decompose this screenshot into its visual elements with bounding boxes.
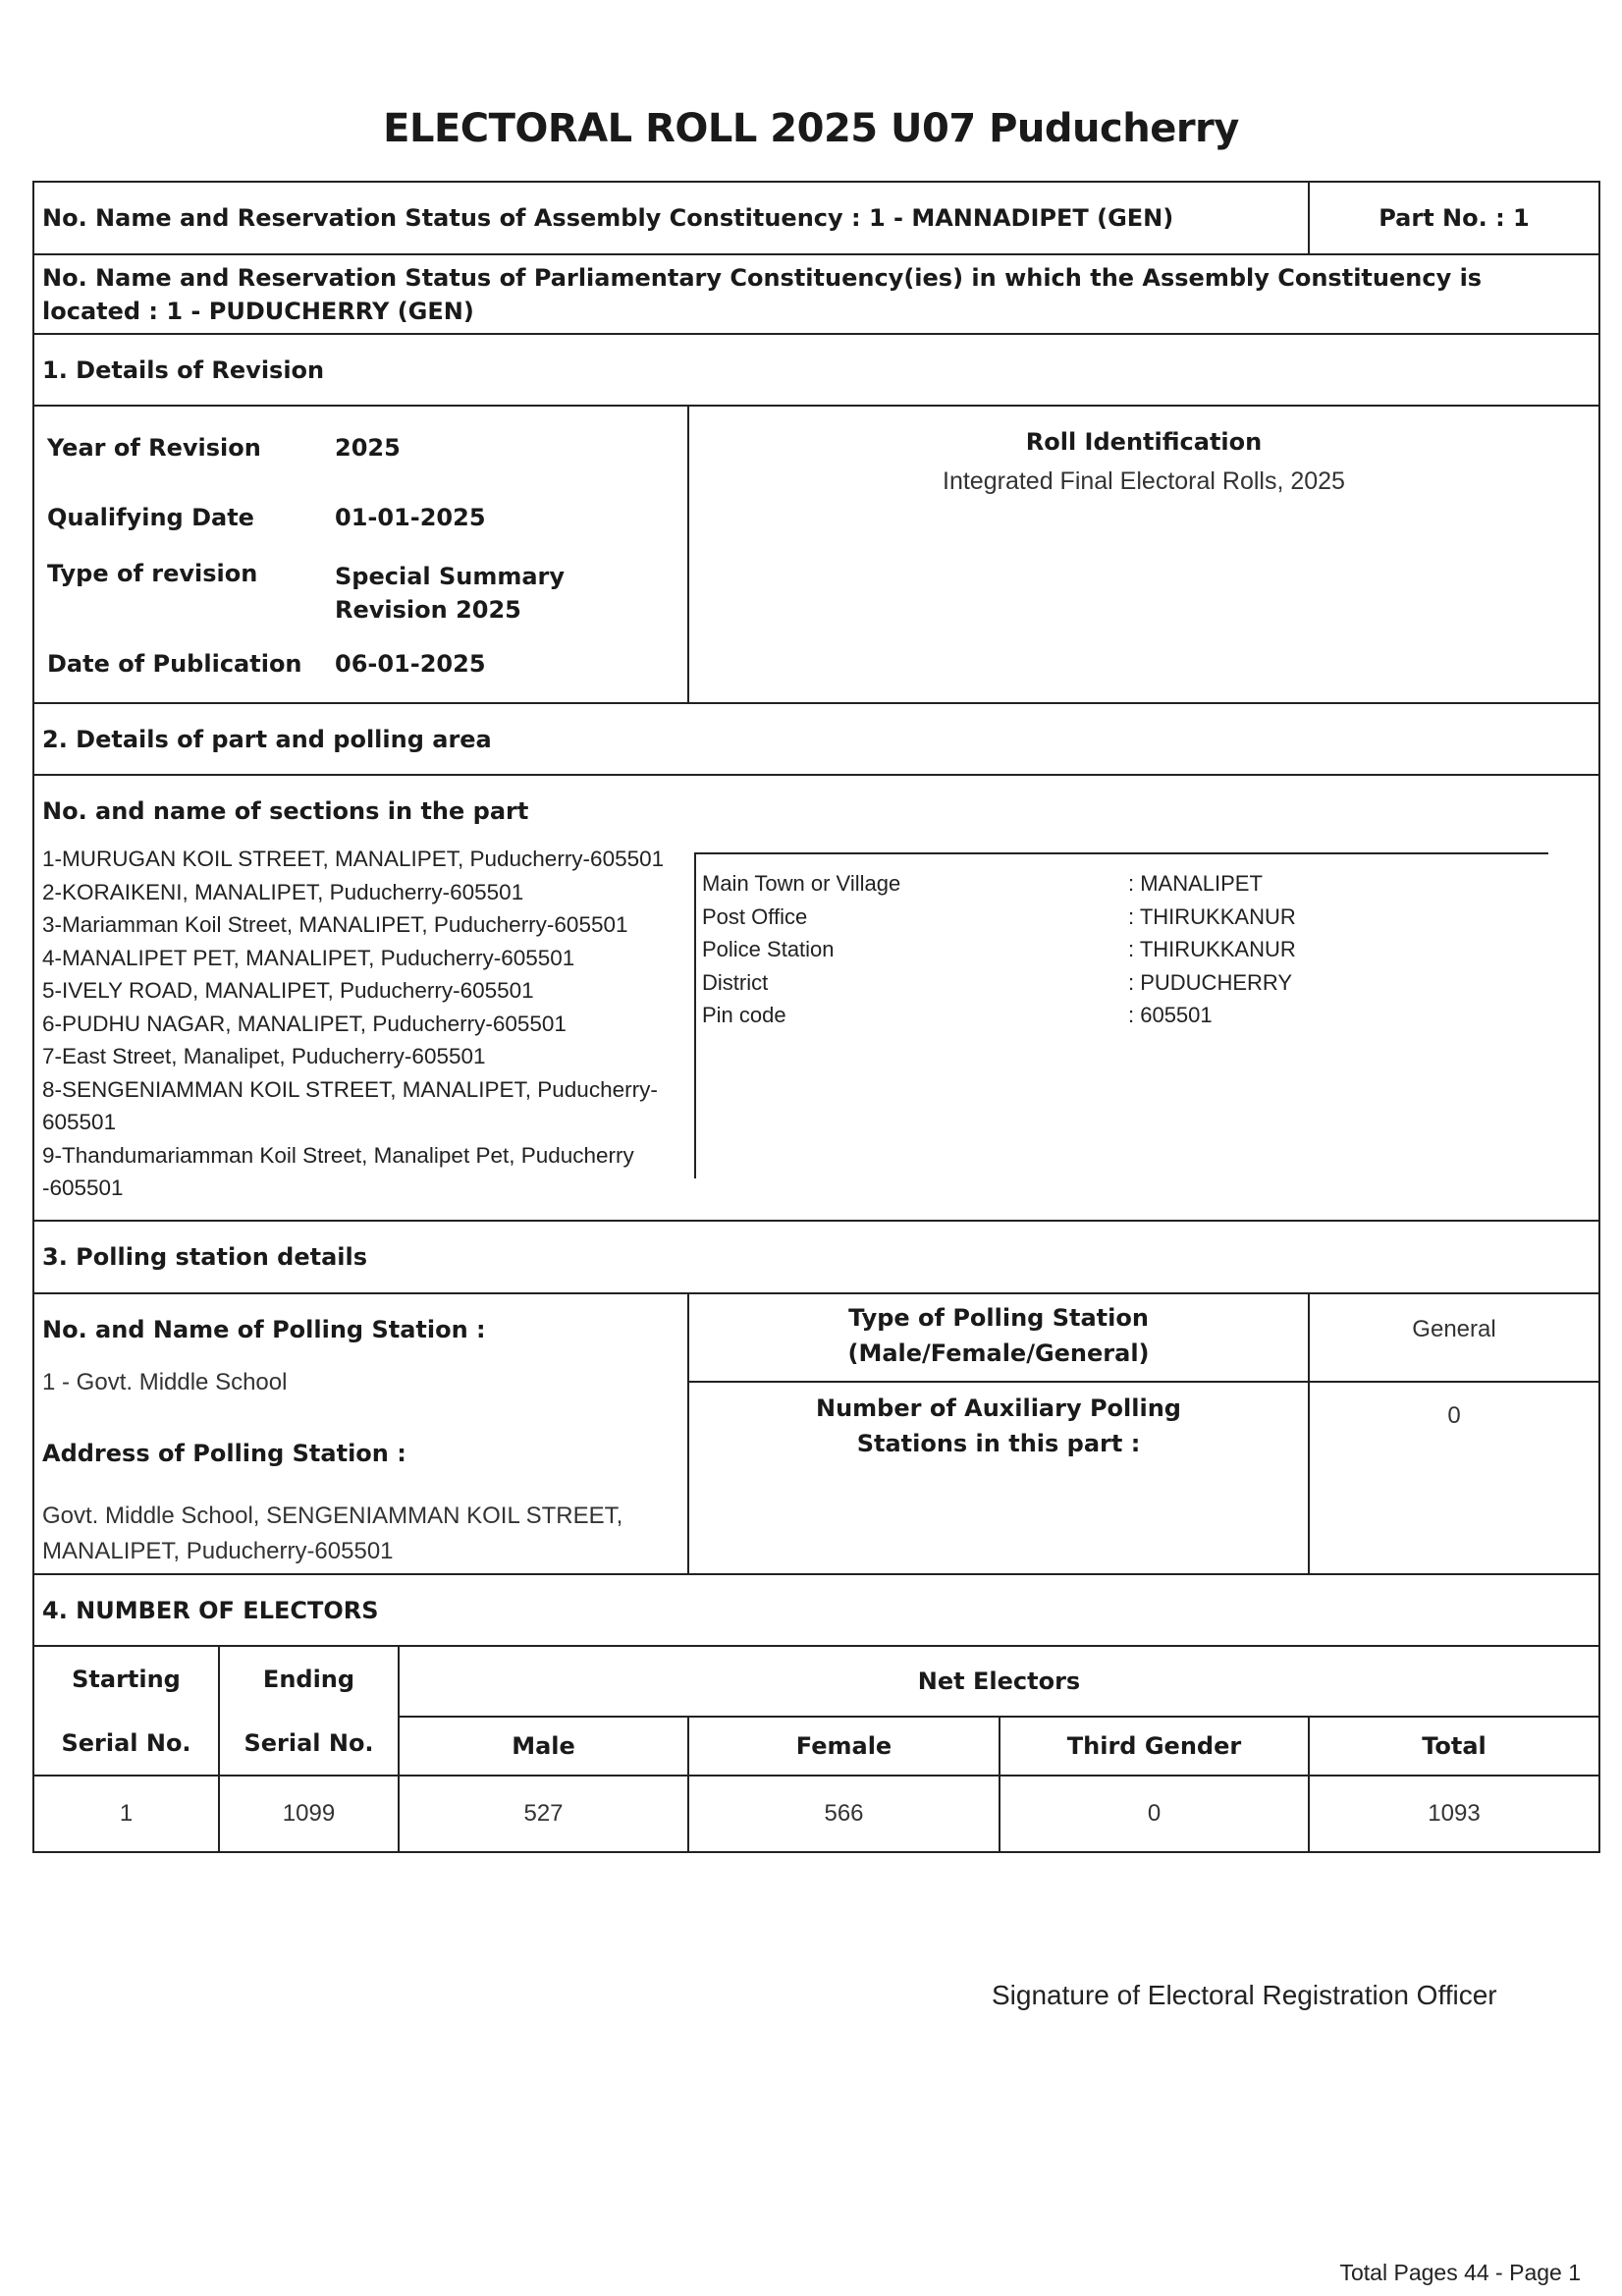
revision-details-row bbox=[34, 407, 1598, 704]
electors-table bbox=[34, 1647, 1598, 1851]
revision-heading: 1. Details of Revision bbox=[42, 356, 325, 384]
post-office-value: : THIRUKKANUR bbox=[1128, 904, 1296, 929]
polling-station-name-value: 1 - Govt. Middle School bbox=[42, 1369, 288, 1395]
polling-station-type-value-cell bbox=[1308, 1294, 1598, 1383]
ending-serial-header-line-2: Serial No. bbox=[243, 1728, 374, 1757]
polling-station-name-cell bbox=[34, 1294, 687, 1573]
date-of-publication-label: Date of Publication bbox=[47, 650, 302, 678]
polling-station-type-label-1: Type of Polling Station bbox=[848, 1304, 1149, 1332]
year-of-revision-value: 2025 bbox=[335, 434, 401, 462]
section-item: 3-Mariamman Koil Street, MANALIPET, Puducherry-605501 bbox=[42, 912, 628, 937]
roll-identification bbox=[687, 407, 1598, 702]
parliamentary-constituency-row bbox=[34, 255, 1598, 335]
signature-label: Signature of Electoral Registration Officer bbox=[992, 1980, 1497, 2010]
auxiliary-label-1: Number of Auxiliary Polling bbox=[816, 1394, 1181, 1422]
roll-identification-value: Integrated Final Electoral Rolls, 2025 bbox=[943, 467, 1345, 495]
type-of-revision-label: Type of revision bbox=[47, 560, 258, 587]
page-number: Total Pages 44 - Page 1 bbox=[1339, 2260, 1581, 2285]
male-value: 527 bbox=[398, 1777, 687, 1851]
district-label: District bbox=[702, 970, 769, 995]
post-office-label: Post Office bbox=[702, 904, 808, 929]
section-item: 2-KORAIKENI, MANALIPET, Puducherry-605501 bbox=[42, 879, 524, 904]
polling-area-info-box bbox=[694, 852, 1548, 1178]
revision-fields bbox=[34, 407, 687, 702]
date-of-publication-value: 06-01-2025 bbox=[335, 650, 486, 678]
section-item: 5-IVELY ROAD, MANALIPET, Puducherry-605501 bbox=[42, 978, 534, 1003]
starting-serial-header bbox=[34, 1647, 218, 1777]
auxiliary-value-cell bbox=[1308, 1383, 1598, 1573]
pin-code-label: Pin code bbox=[702, 1003, 786, 1027]
auxiliary-label-cell bbox=[687, 1383, 1308, 1573]
female-value: 566 bbox=[687, 1777, 999, 1851]
electors-heading: 4. NUMBER OF ELECTORS bbox=[42, 1597, 379, 1624]
main-town-value: : MANALIPET bbox=[1128, 871, 1263, 896]
polling-area-heading-row bbox=[34, 704, 1598, 776]
section-item: 1-MURUGAN KOIL STREET, MANALIPET, Puducherry-605501 bbox=[42, 847, 665, 871]
net-electors-header: Net Electors bbox=[398, 1647, 1598, 1718]
district-value: : PUDUCHERRY bbox=[1128, 970, 1293, 995]
starting-serial-header-line-1: Starting bbox=[72, 1665, 181, 1693]
auxiliary-value: 0 bbox=[1447, 1402, 1461, 1429]
starting-serial-value: 1 bbox=[119, 1800, 134, 1827]
section-item: 9-Thandumariamman Koil Street, Manalipet Pet, Puducherry -605501 bbox=[42, 1142, 634, 1200]
section-item: 6-PUDHU NAGAR, MANALIPET, Puducherry-605501 bbox=[42, 1011, 567, 1036]
ending-serial-value: 1099 bbox=[218, 1777, 398, 1851]
sections-row bbox=[34, 776, 1598, 1222]
female-header: Female bbox=[687, 1718, 999, 1777]
page-title: ELECTORAL ROLL 2025 U07 Puducherry bbox=[383, 106, 1239, 151]
section-item: 7-East Street, Manalipet, Puducherry-605501 bbox=[42, 1044, 486, 1068]
type-of-revision-value: Special Summary Revision 2025 bbox=[335, 563, 566, 624]
police-station-value: : THIRUKKANUR bbox=[1128, 937, 1296, 961]
polling-station-heading: 3. Polling station details bbox=[42, 1243, 367, 1271]
polling-station-address-value: Govt. Middle School, SENGENIAMMAN KOIL STREET, MANALIPET, Puducherry-605501 bbox=[42, 1503, 623, 1564]
ending-serial-header-line-1: Ending bbox=[262, 1665, 355, 1693]
polling-station-heading-row bbox=[34, 1222, 1598, 1294]
revision-heading-row bbox=[34, 335, 1598, 407]
polling-station-name-label: No. and Name of Polling Station : bbox=[42, 1316, 486, 1343]
part-number: Part No. : 1 bbox=[1308, 183, 1598, 253]
sections-heading: No. and name of sections in the part bbox=[42, 797, 529, 825]
polling-station-type-label-2: (Male/Female/General) bbox=[847, 1339, 1150, 1367]
polling-station-address-label: Address of Polling Station : bbox=[42, 1440, 406, 1467]
year-of-revision-label: Year of Revision bbox=[47, 434, 261, 462]
section-item: 4-MANALIPET PET, MANALIPET, Puducherry-605501 bbox=[42, 945, 575, 970]
main-town-label: Main Town or Village bbox=[702, 871, 901, 896]
electors-heading-row bbox=[34, 1575, 1598, 1647]
auxiliary-label-2: Stations in this part : bbox=[856, 1430, 1141, 1457]
polling-station-type-value: General bbox=[1412, 1316, 1496, 1342]
ending-serial-header bbox=[218, 1647, 398, 1777]
qualifying-date-value: 01-01-2025 bbox=[335, 504, 486, 531]
total-header: Total bbox=[1308, 1718, 1598, 1777]
sections-list bbox=[42, 843, 690, 1205]
pin-code-value: : 605501 bbox=[1128, 1003, 1213, 1027]
third-gender-value: 0 bbox=[999, 1777, 1308, 1851]
parliamentary-constituency: No. Name and Reservation Status of Parliamentary Constituency(ies) in which the Assembly Constituency is located : 1 - PUDUCHERRY (GEN) bbox=[42, 264, 1483, 325]
polling-station-row bbox=[34, 1294, 1598, 1575]
total-value: 1093 bbox=[1308, 1777, 1598, 1851]
third-gender-header: Third Gender bbox=[999, 1718, 1308, 1777]
polling-area-heading: 2. Details of part and polling area bbox=[42, 726, 492, 753]
assembly-constituency-row bbox=[34, 183, 1598, 255]
roll-identification-label: Roll Identification bbox=[1025, 428, 1263, 456]
section-item: 8-SENGENIAMMAN KOIL STREET, MANALIPET, Puducherry-605501 bbox=[42, 1076, 658, 1134]
qualifying-date-label: Qualifying Date bbox=[47, 504, 254, 531]
assembly-constituency: No. Name and Reservation Status of Assembly Constituency : 1 - MANNADIPET (GEN) bbox=[42, 204, 1174, 232]
electoral-roll-table bbox=[32, 181, 1600, 1853]
starting-serial-header-line-2: Serial No. bbox=[61, 1728, 191, 1757]
polling-station-type-label-cell bbox=[687, 1294, 1308, 1383]
male-header: Male bbox=[398, 1718, 687, 1777]
police-station-label: Police Station bbox=[702, 937, 835, 961]
